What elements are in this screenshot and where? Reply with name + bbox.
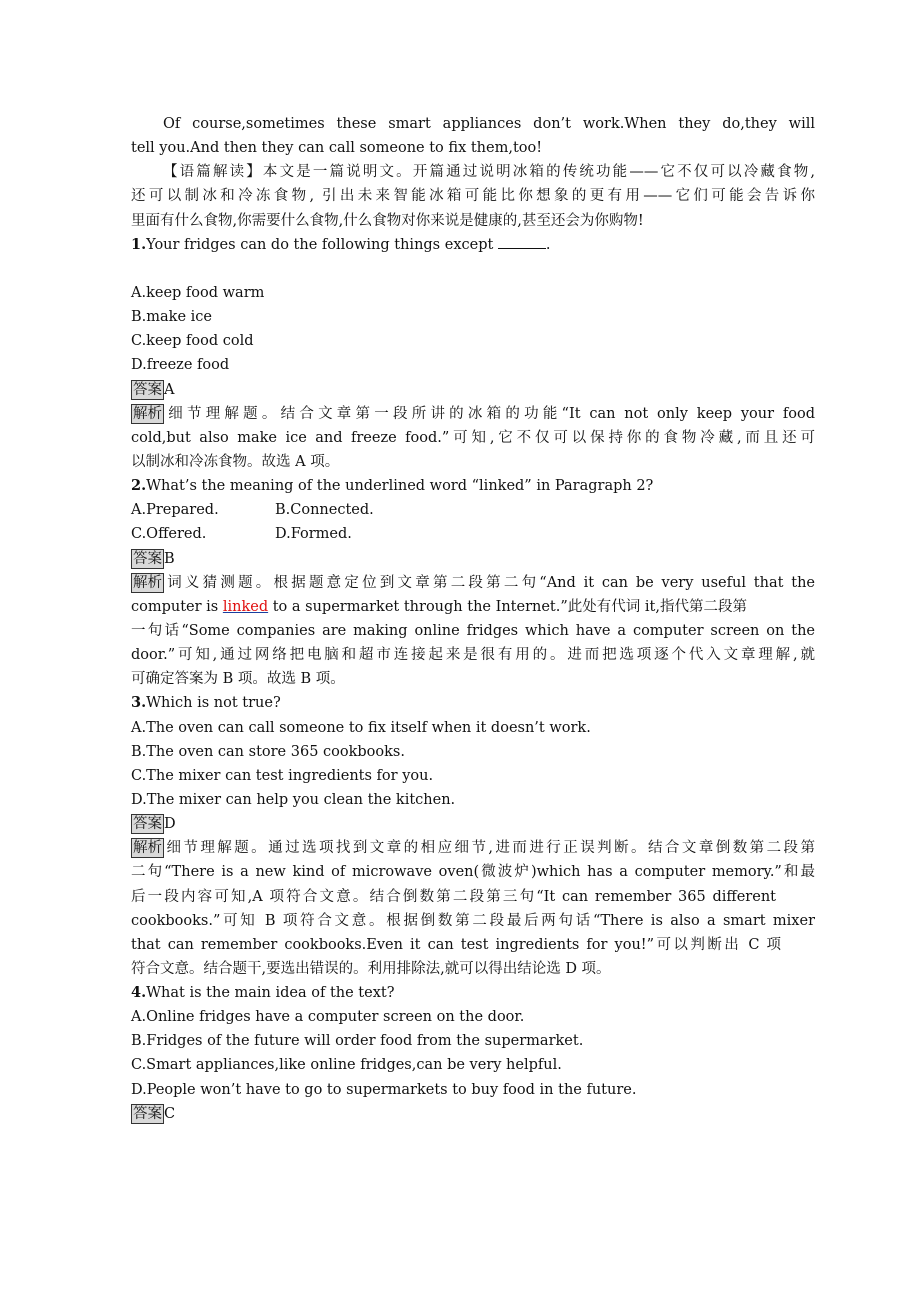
analysis-text: 二句“There is a new kind of microwave oven(微波炉)which has a computer memory.”和最 [131,864,815,881]
question-number: 4. [131,984,147,1002]
question-number: 1. [131,235,147,253]
analysis-text: 细节理解题。结合文章第一段所讲的冰箱的功能“It can not only keep your food [164,405,815,422]
answer-value: B [164,550,175,567]
answer-value: A [164,381,175,398]
analysis-text: 以制冰和冷冻食物。故选 A 项。 [131,453,340,470]
analysis-text: to a supermarket through the Internet.”此处有代词 it,指代第二段第 [268,598,747,615]
question-number: 2. [131,477,147,495]
analysis-text: cookbooks.”可知 B 项符合文意。根据倒数第二段最后两句话“There is also a smart mixer [131,912,815,929]
analysis-text: 可确定答案为 B 项。故选 B 项。 [131,671,345,688]
question-4 [131,981,815,1005]
question-1 [131,233,815,257]
analysis-label: 解析 [133,574,162,591]
option: A.Online fridges have a computer screen on the door. [131,1009,525,1026]
analysis-text: 一句话“Some companies are making online fridges which have a computer screen on the [131,622,815,639]
option: C.keep food cold [131,333,254,350]
option: D.freeze food [131,357,230,374]
analysis-text: that can remember cookbooks.Even it can test ingredients for you!”可以判断出 C 项 [131,936,781,953]
answer-blank [498,234,546,249]
analysis-text: 符合文意。结合题干,要选出错误的。利用排除法,就可以得出结论选 D 项。 [131,960,611,977]
answer-row [131,812,815,836]
analysis-text: 词义猜测题。根据题意定位到文章第二段第二句“And it can be very useful that the [164,574,815,591]
analysis-text: door.”可知,通过网络把电脑和超市连接起来是很有用的。进而把选项逐个代入文章理解,就 [131,647,815,664]
reading-line: 里面有什么食物,你需要什么食物,什么食物对你来说是健康的,甚至还会为你购物! [131,212,644,229]
question-end: . [545,236,551,253]
analysis-row [131,571,815,595]
document-page [131,112,815,1126]
option: C.The mixer can test ingredients for you. [131,767,434,784]
option: D.People won’t have to go to supermarkets to buy food in the future. [131,1081,637,1098]
answer-row [131,1102,815,1126]
answer-value: C [164,1105,176,1122]
question-text: Your fridges can do the following things except [146,236,498,253]
question-text: Which is not true? [146,695,281,712]
option: A.keep food warm [131,284,265,301]
analysis-label: 解析 [133,840,162,857]
answer-row [131,378,815,402]
reading-line: 【语篇解读】本文是一篇说明文。开篇通过说明冰箱的传统功能——它不仅可以冷藏食物, [163,164,815,181]
option: B.Fridges of the future will order food from the supermarket. [131,1033,584,1050]
answer-label: 答案 [133,381,162,398]
analysis-text: computer is [131,598,223,615]
answer-label: 答案 [133,816,162,833]
question-text: What’s the meaning of the underlined word “linked” in Paragraph 2? [146,478,654,495]
passage-line: tell you.And then they can call someone to fix them,too! [131,140,543,157]
analysis-row [131,402,815,426]
answer-label: 答案 [133,550,162,567]
analysis-row [131,836,815,860]
option: A.The oven can call someone to fix itself when it doesn’t work. [131,719,591,736]
option: B.make ice [131,309,212,326]
option: C.Offered. [131,526,207,543]
analysis-row [131,595,815,619]
question-2 [131,474,815,498]
analysis-label: 解析 [133,405,162,422]
answer-label: 答案 [133,1105,162,1122]
question-text: What is the main idea of the text? [146,985,395,1002]
option: B.The oven can store 365 cookbooks. [131,743,405,760]
linked-word: linked [222,598,269,615]
option: D.The mixer can help you clean the kitchen. [131,791,456,808]
question-3 [131,691,815,715]
answer-value: D [164,816,176,833]
analysis-text: cold,but also make ice and freeze food.”可知,它不仅可以保持你的食物冷藏,而且还可 [131,429,815,446]
analysis-text: 后一段内容可知,A 项符合文意。结合倒数第二段第三句“It can remember 365 different [131,888,776,905]
passage-line: Of course,sometimes these smart appliances don’t work.When they do,they will [163,116,815,132]
reading-line: 还可以制冰和冷冻食物, 引出未来智能冰箱可能比你想象的更有用——它们可能会告诉你 [131,188,815,205]
option: D.Formed. [275,526,352,543]
answer-row [131,547,815,571]
option: C.Smart appliances,like online fridges,can be very helpful. [131,1057,562,1074]
option: B.Connected. [275,502,374,519]
option: A.Prepared. [131,502,219,519]
question-number: 3. [131,694,147,712]
analysis-text: 细节理解题。通过选项找到文章的相应细节,进而进行正误判断。结合文章倒数第二段第 [164,840,815,857]
